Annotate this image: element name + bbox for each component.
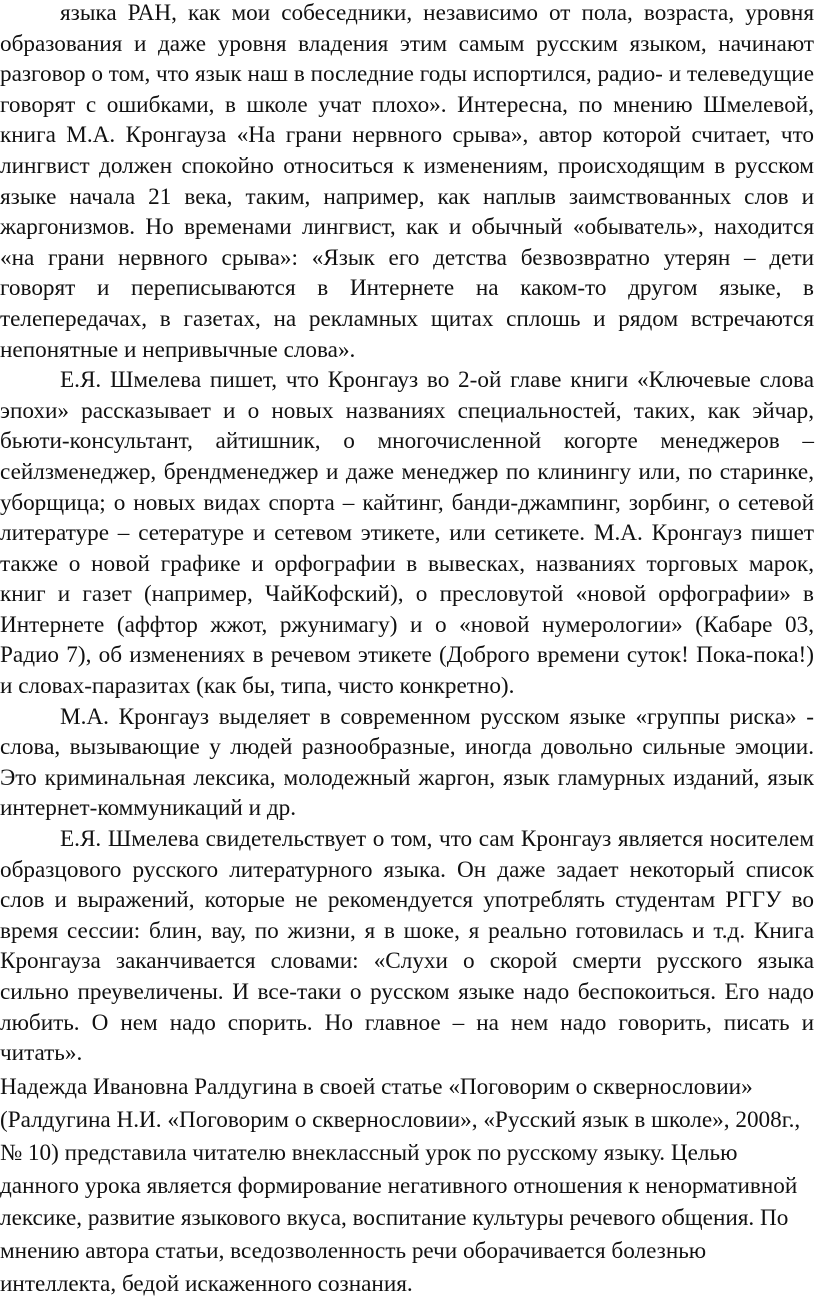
paragraph-1: языка РАН, как мои собеседники, независимо от пола, возраста, уровня образования и даже уровня владения этим самым русским языком, начинают разговор о том, что язык наш в последние годы испортился, радио- и телеведущие говорят с ошибками, в школе учат плохо». Интересна, по мнению Шмелевой, книга М.А. Кронгауза «На грани нервного срыва», автор которой считает, что лингвист должен спокойно относиться к изменениям, происходящим в русском языке начала 21 века, таким, например, как наплыв заимствованных слов и жаргонизмов. Но временами лингвист, как и обычный «обыватель», находится «на грани нервного срыва»: «Язык его детства безвозвратно утерян – дети говорят и переписываются в Интернете на каком-то другом языке, в телепередачах, в газетах, на рекламных щитах сплошь и рядом встречаются непонятные и непривычные слова». [0, 0, 814, 363]
paragraph-3: М.А. Кронгауз выделяет в современном русском языке «группы риска» - слова, вызывающие у людей разнообразные, иногда довольно сильные эмоции. Это криминальная лексика, молодежный жаргон, язык гламурных изданий, язык интернет-коммуникаций и др. [0, 703, 814, 822]
paragraph-5: Надежда Ивановна Ралдугина в своей статье «Поговорим о сквернословии» (Ралдугина Н.И. «Поговорим о сквернословии», «Русский язык в школе», 2008г., № 10) представила читателю внеклассный урок по русскому языку. Целью данного урока является формирование негативного отношения к ненормативной лексике, развитие языкового вкуса, воспитание культуры речевого общения. По мнению автора статьи, вседозволенность речи оборачивается болезнью интеллекта, бедой искаженного сознания. [0, 1073, 801, 1298]
paragraph-4: Е.Я. Шмелева свидетельствует о том, что сам Кронгауз является носителем образцового русского литературного языка. Он даже задает некоторый список слов и выражений, которые не рекомендуется употреблять студентам РГГУ во время сессии: блин, вау, по жизни, я в шоке, я реально готовилась и т.д. Книга Кронгауза заканчивается словами: «Слухи о скорой смерти русского языка сильно преувеличены. И все-таки о русском языке надо беспокоиться. Его надо любить. О нем надо спорить. Но главное – на нем надо говорить, писать и читать». [0, 826, 814, 1067]
paragraph-2: Е.Я. Шмелева пишет, что Кронгауз во 2-ой главе книги «Ключевые слова эпохи» рассказывает и о новых названиях специальностей, таких, как эйчар, бьюти-консультант, айтишник, о многочисленной когорте менеджеров – сейлзменеджер, брендменеджер и даже менеджер по клинингу или, по старинке, уборщица; о новых видах спорта – кайтинг, банди-джампинг, зорбинг, о сетевой литературе – сетературе и сетевом этикете, или сетикете. М.А. Кронгауз пишет также о новой графике и орфографии в вывесках, названиях торговых марок, книг и газет (например, ЧайКофский), о пресловутой «новой орфографии» в Интернете (аффтор жжот, ржунимагу) и о «новой нумерологии» (Кабаре 03, Радио 7), об изменениях в речевом этикете (Доброго времени суток! Пока-пока!) и словах-паразитах (как бы, типа, чисто конкретно). [0, 367, 814, 700]
